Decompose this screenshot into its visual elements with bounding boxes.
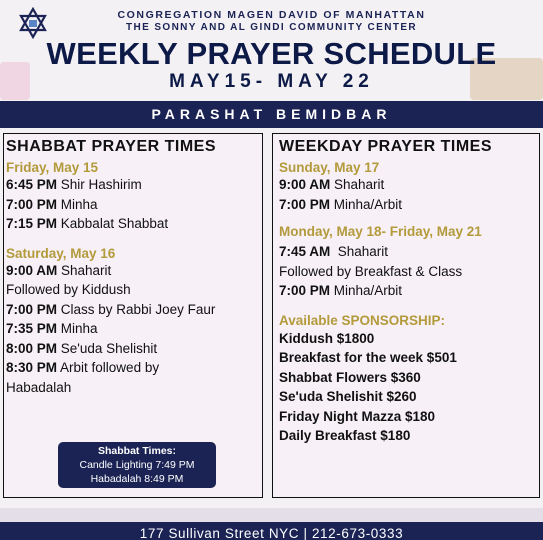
schedule-time: 7:35 PM (6, 321, 58, 336)
schedule-time: 7:00 PM (279, 283, 331, 298)
schedule-description: Minha (57, 321, 98, 336)
schedule-item (279, 175, 539, 195)
schedule-item (6, 214, 262, 234)
schedule-item (6, 175, 262, 195)
schedule-description: Arbit followed by (57, 360, 160, 375)
schedule-description: Shaharit (330, 244, 389, 259)
schedule-time: 8:00 PM (6, 340, 58, 356)
sponsorship-item: Friday Night Mazza $180 (279, 408, 436, 424)
schedule-description: Habadalah (6, 379, 72, 395)
schedule-item (6, 280, 262, 300)
sponsorship-item: Kiddush $1800 (279, 330, 375, 346)
organization-name: CONGREGATION MAGEN DAVID OF MANHATTAN (117, 9, 426, 21)
shabbat-times-box (58, 442, 216, 488)
schedule-description: Minha/Arbit (330, 283, 403, 298)
header (0, 0, 543, 100)
schedule-item (279, 281, 539, 301)
shabbat-heading: SHABBAT PRAYER TIMES (6, 138, 217, 155)
sponsorship-item: Daily Breakfast $180 (279, 428, 411, 443)
schedule-time: 7:00 PM (6, 196, 58, 212)
sponsorship-item: Se'uda Shelishit $260 (279, 389, 417, 404)
date-range: MAY15- MAY 22 (169, 71, 374, 92)
schedule-description: Minha (57, 196, 98, 212)
habadalah-time: Habadalah 8:49 PM (90, 473, 184, 485)
page-title: WEEKLY PRAYER SCHEDULE (46, 36, 497, 71)
schedule-time: 6:45 PM (6, 177, 58, 192)
schedule-item (279, 195, 539, 215)
schedule-description: Shaharit (57, 262, 112, 278)
schedule-description: Shir Hashirim (57, 177, 142, 192)
schedule-description: Followed by Kiddush (6, 282, 131, 297)
schedule-time: 7:15 PM (6, 216, 58, 231)
sunday-schedule (279, 175, 539, 214)
schedule-time: 7:00 PM (6, 301, 58, 317)
friday-label: Friday, May 15 (6, 160, 99, 175)
schedule-item (6, 261, 262, 281)
sponsorship-heading: Available SPONSORSHIP: (279, 312, 446, 328)
shabbat-times-heading: Shabbat Times: (98, 445, 176, 457)
candle-lighting-time: Candle Lighting 7:49 PM (79, 459, 195, 471)
schedule-time: 7:45 AM (279, 244, 331, 259)
parasha-banner: PARASHAT BEMIDBAR (0, 101, 543, 128)
sunday-label: Sunday, May 17 (279, 160, 380, 175)
schedule-description: Minha/Arbit (330, 196, 403, 212)
weekday-panel (272, 133, 540, 498)
sponsorship-list (279, 329, 539, 446)
footer-address: 177 Sullivan Street NYC | 212-673-0333 (0, 522, 543, 540)
schedule-time: 9:00 AM (6, 262, 58, 278)
sponsorship-item: Breakfast for the week $501 (279, 350, 457, 365)
schedule-item (279, 242, 539, 262)
sponsorship-item: Shabbat Flowers $360 (279, 369, 421, 385)
schedule-item (6, 195, 262, 215)
schedule-item (6, 319, 262, 339)
schedule-description: Class by Rabbi Joey Faur (57, 301, 216, 317)
weekdays-schedule (279, 242, 539, 301)
schedule-item (279, 262, 539, 282)
community-center-name: THE SONNY AND AL GINDI COMMUNITY CENTER (125, 22, 418, 33)
schedule-item (6, 378, 262, 398)
schedule-time: 9:00 AM (279, 177, 331, 192)
schedule-description: Followed by Breakfast & Class (279, 263, 463, 279)
schedule-description: Se'uda Shelishit (57, 340, 158, 356)
schedule-item (6, 358, 262, 378)
schedule-time: 8:30 PM (6, 360, 58, 375)
schedule-time: 7:00 PM (279, 196, 331, 212)
saturday-schedule (6, 261, 262, 398)
weekday-heading: WEEKDAY PRAYER TIMES (279, 138, 493, 155)
schedule-item (6, 300, 262, 320)
weekdays-label: Monday, May 18- Friday, May 21 (279, 224, 482, 239)
friday-schedule (6, 175, 262, 234)
schedule-description: Kabbalat Shabbat (57, 216, 169, 231)
saturday-label: Saturday, May 16 (6, 245, 116, 261)
schedule-description: Shaharit (330, 177, 385, 192)
footer-strip (0, 508, 543, 522)
schedule-item (6, 339, 262, 359)
